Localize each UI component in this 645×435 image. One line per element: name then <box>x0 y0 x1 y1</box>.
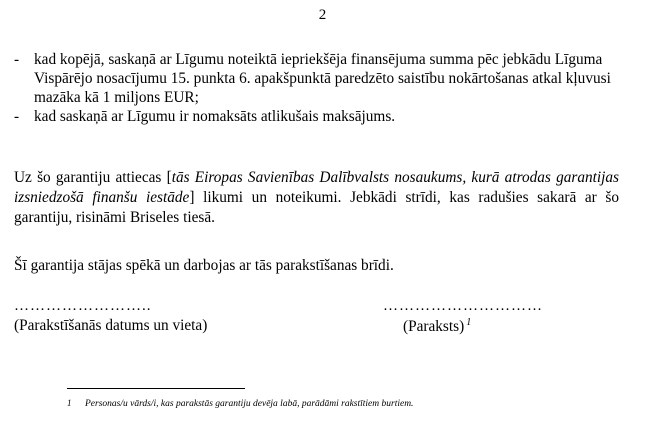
footnote <box>67 398 413 409</box>
footnote-text: Personas/u vārds/i, kas parakstās garantiju devēja labā, parādāmi rakstītiem burtiem. <box>85 399 414 409</box>
list-item <box>14 50 614 107</box>
governing-law-placeholder: tās Eiropas Savienības Dalībvalsts nosaukums, kurā atrodas garantijas izsniedzošā finanšu iestāde <box>14 169 619 206</box>
page-number: 2 <box>318 7 327 23</box>
footnote-marker: 1 <box>67 398 72 408</box>
bullet-dash: - <box>14 108 20 125</box>
governing-law-paragraph <box>14 168 619 228</box>
signature-label-block <box>403 317 471 336</box>
governing-law-text-end: ] likumi un noteikumi. Jebkādi strīdi, kas radušies sakarā ar šo garantiju, risināmi Briseles tiesā. <box>14 189 620 226</box>
signature-line: ………………………… <box>383 298 543 314</box>
date-place-label: (Parakstīšanās datums un vieta) <box>14 317 208 334</box>
bullet-dash: - <box>14 51 20 68</box>
signature-label: (Paraksts) <box>403 318 465 336</box>
list-item-text: kad kopējā, saskaņā ar Līgumu noteiktā iepriekšēja finansējuma summa pēc jebkādu Līguma Vispārējo nosacījumu 15. punkta 6. apakšpunktā paredzēto saistību nokārtošanas atkal kļuvusi mazāka kā 1 miljons EUR; <box>34 51 611 106</box>
list-item-text: kad saskaņā ar Līgumu ir nomaksāts atlikušais maksājums. <box>34 108 396 125</box>
footnote-divider <box>67 388 245 389</box>
list-item <box>14 107 614 126</box>
date-place-signature-line: …………………….. <box>14 298 152 314</box>
condition-list <box>14 50 614 126</box>
effect-paragraph: Šī garantija stājas spēkā un darbojas ar tās parakstīšanas brīdi. <box>14 257 394 274</box>
footnote-reference: 1 <box>466 317 472 328</box>
governing-law-text-start: Uz šo garantiju attiecas [ <box>14 169 172 186</box>
